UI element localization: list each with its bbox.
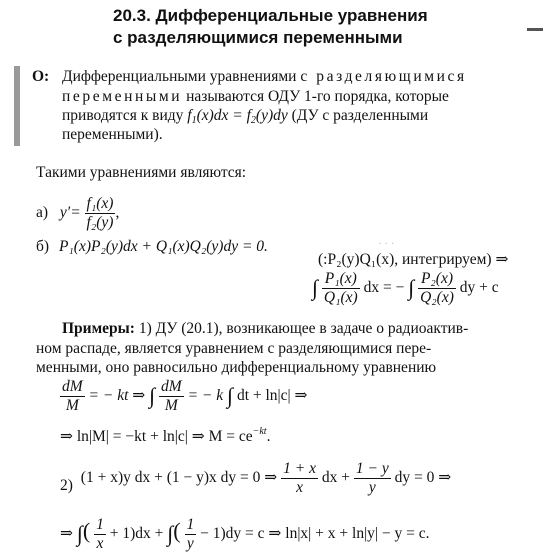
integral-sign: ∫ — [312, 275, 319, 301]
ex1-tail: dt + ln|c| ⇒ — [236, 387, 308, 405]
ex1-f1-num: dM — [62, 378, 83, 395]
ex2-fraction2 — [354, 460, 391, 497]
ex1-fraction2 — [159, 378, 184, 415]
item-b-f1-den: Q₁(x) — [323, 289, 358, 306]
integral-sign: ∫ — [227, 383, 234, 409]
ex1-mid2: = − k — [187, 387, 224, 405]
ex3-fraction2 — [185, 516, 197, 553]
definition-line2-b: называются ОДУ 1-го порядка, которые — [186, 88, 449, 105]
ex1-f2-den: M — [164, 397, 178, 414]
examples-line2: ном распаде, является уравнением с разделяющимися пере- — [36, 340, 432, 357]
section-title-line1: 20.3. Дифференциальные уравнения — [113, 6, 428, 25]
ex3-fraction1 — [94, 516, 106, 553]
ex3-start: ⇒ — [60, 525, 73, 543]
item-b-mid: dx = − — [363, 279, 405, 297]
item-b-divide: (:P₂(y)Q₁(x), интегрируем) ⇒ — [318, 251, 509, 268]
definition-line1 — [62, 68, 467, 86]
definition-line1-b: с разделяющимися — [300, 68, 467, 85]
item-b-tail: dy + c — [459, 279, 499, 297]
item-a-lhs: y′= — [59, 204, 81, 222]
item-b-fraction1 — [322, 270, 360, 307]
ex2-lhs: (1 + x)y dx + (1 − y)x dy = 0 ⇒ — [80, 469, 278, 487]
ex2-f2-num: 1 − y — [355, 460, 389, 477]
definition-line4: переменными). — [62, 126, 163, 143]
definition-line3 — [62, 107, 428, 126]
definition-line3-b: (ДУ с разделенными — [291, 107, 429, 124]
section-title-line2: с разделяющимися переменными — [113, 28, 403, 47]
item-b-ghost-text: · · · — [378, 238, 395, 250]
definition-line2-a: переменными — [62, 88, 183, 105]
integral-sign: ∫ — [408, 275, 415, 301]
ex1-f2-num: dM — [161, 378, 182, 395]
item-a-comma: , — [115, 204, 120, 222]
examples-line1-text: 1) ДУ (20.1), возникающее в задаче о радиоактив- — [138, 320, 469, 337]
item-a — [36, 195, 119, 232]
item-a-numerator: f₁(x) — [86, 195, 114, 212]
ex2-f2-den: y — [368, 479, 376, 496]
ex3-paren1-open: ( — [82, 518, 91, 544]
examples-line3: менными, оно равносильно дифференциальному уравнению — [36, 359, 437, 376]
ex1-line2 — [60, 426, 270, 446]
examples-intro: Такими уравнениями являются: — [36, 164, 247, 181]
ex3-f1-den: x — [96, 535, 104, 552]
ex3-f1-num: 1 — [96, 516, 104, 533]
definition-bar — [14, 66, 20, 146]
integral-sign: ∫ — [76, 521, 83, 547]
item-b-f2-num: P₂(x) — [418, 270, 456, 289]
ex2-end: dy = 0 ⇒ — [394, 469, 452, 487]
examples-line1 — [62, 320, 468, 338]
corner-mark — [527, 28, 543, 31]
ex1-line2-end: . — [266, 428, 271, 445]
ex1-mid1: = − kt ⇒ — [88, 387, 146, 405]
ex3-end: )dy = c ⇒ ln|x| + x + ln|y| − y = c. — [220, 525, 430, 543]
integral-sign: ∫ — [167, 521, 174, 547]
ex1-exponent: −kt — [252, 426, 267, 437]
ex1-line1 — [60, 378, 308, 415]
ex1-fraction1 — [60, 378, 85, 415]
ex2-f1-den: x — [296, 479, 304, 496]
item-b-f1-num: P₁(x) — [322, 270, 360, 289]
integral-sign: ∫ — [149, 383, 156, 409]
item-b-fraction2 — [418, 270, 456, 307]
ex1-line2-text: ⇒ ln|M| = −kt + ln|c| ⇒ M = ce — [60, 428, 253, 445]
ex3-paren2-open: ( — [173, 518, 181, 544]
ex3-minus1: − 1 — [200, 525, 221, 543]
ex2-line — [60, 460, 451, 497]
definition-label: О: — [32, 68, 50, 85]
ex3-line — [60, 516, 430, 553]
item-a-label: а) — [36, 204, 49, 222]
ex2-mid: dx + — [321, 469, 350, 487]
ex3-f2-den: y — [186, 535, 194, 552]
examples-heading: Примеры: — [62, 320, 135, 337]
ex3-plus1: + 1 — [109, 525, 131, 543]
ex1-f1-den: M — [65, 397, 79, 414]
item-b-equation: P₁(x)P₂(y)dx + Q₁(x)Q₂(y)dy = 0. — [58, 238, 268, 255]
item-a-fraction — [85, 195, 116, 232]
definition-formula: $f_1(x)dx = f_2(y)dy$ — [187, 107, 288, 126]
item-a-denominator: f₂(y) — [86, 214, 114, 231]
ex3-paren1-close: )dx + — [130, 525, 164, 543]
ex2-label: 2) — [60, 477, 73, 495]
definition-line3-a: приводятся к виду — [62, 107, 184, 124]
definition-line1-a: Дифференциальными уравнениями — [62, 68, 297, 85]
item-b-integral — [312, 270, 499, 307]
item-b — [36, 238, 268, 256]
definition-line2 — [62, 88, 449, 106]
ex3-f2-num: 1 — [186, 516, 195, 533]
item-b-label: б) — [36, 238, 50, 255]
item-b-f2-den: Q₂(x) — [420, 289, 454, 306]
ex2-f1-num: 1 + x — [283, 460, 316, 477]
ex2-fraction1 — [281, 460, 318, 497]
